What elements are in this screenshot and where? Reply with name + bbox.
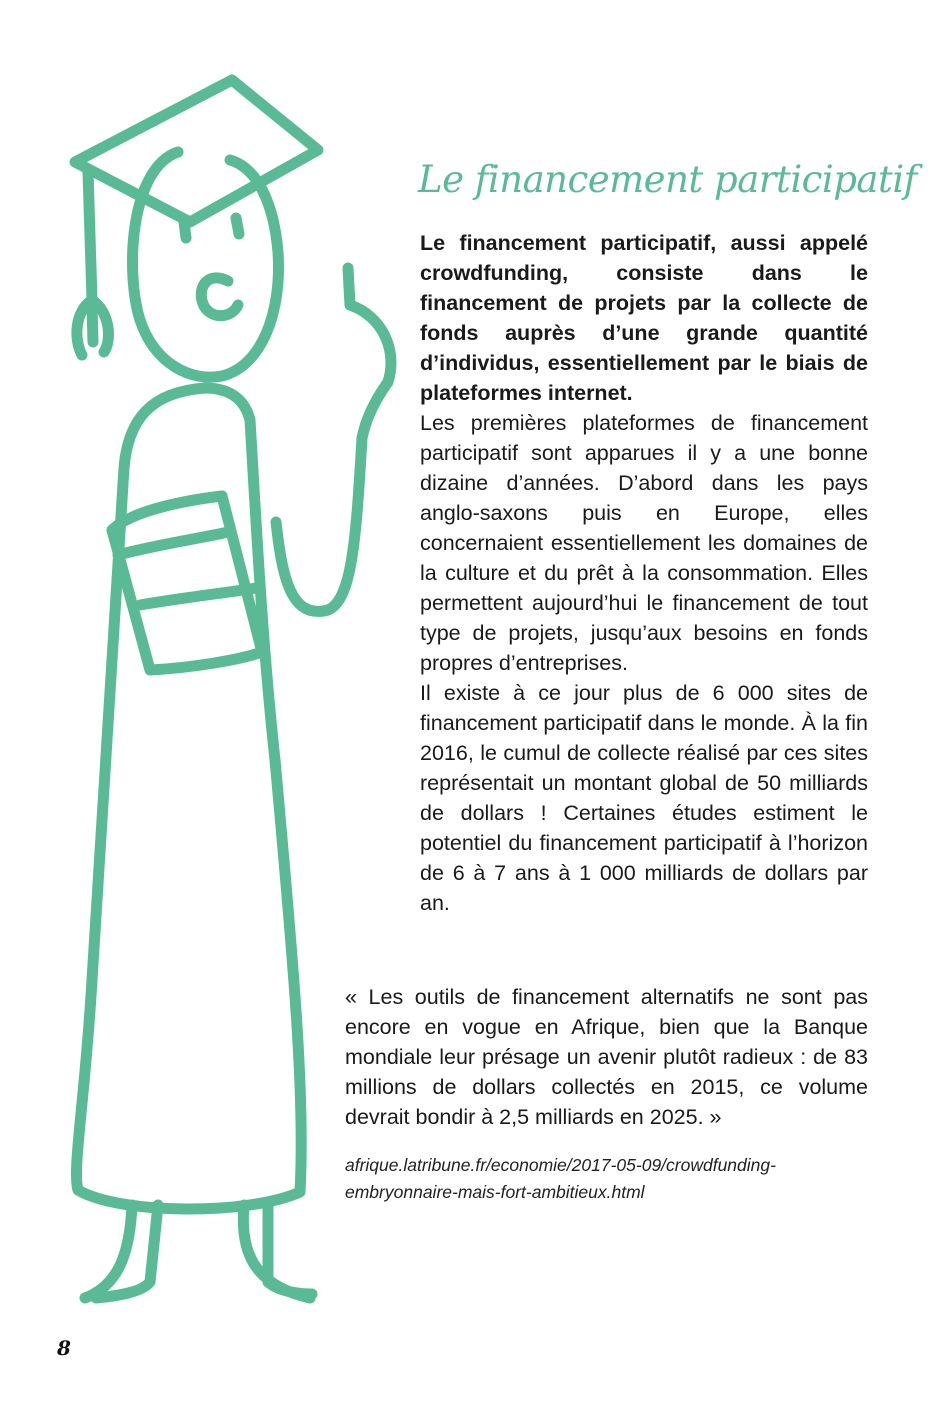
source-link: afrique.latribune.fr/economie/2017-05-09/crowdfunding-embryonnaire-mais-fort-ambitieux.html bbox=[345, 1155, 776, 1202]
statistics-paragraph: Il existe à ce jour plus de 6 000 sites de financement participatif dans le monde. À la fin 2016, le cumul de collecte réalisé par ces sites représentait un montant global de 50 milliards de dollars ! Certaines études estiment le potentiel du financement participatif à l’horizon de 6 à 7 ans à 1 000 milliards de dollars par an. bbox=[420, 681, 868, 915]
quote-paragraph: « Les outils de financement alternatifs ne sont pas encore en vogue en Afrique, bien que la Banque mondiale leur présage un avenir plutôt radieux : de 83 millions de dollars collectés en 2015, ce volume devrait bondir à 2,5 milliards en 2025. » bbox=[345, 985, 868, 1129]
page-number: 8 bbox=[57, 1336, 71, 1360]
history-paragraph: Les premières plateformes de financement participatif sont apparues il y a une bonne dizaine d’années. D’abord dans les pays anglo-saxons puis en Europe, elles concernaient essentiellement les domaines de la culture et du prêt à la consommation. Elles permettent aujourd’hui le financement de tout type de projets, jusqu’aux besoins en fonds propres d’entreprises. bbox=[420, 411, 868, 675]
intro-paragraph: Le financement participatif, aussi appelé crowdfunding, consiste dans le financement de projets par la collecte de fonds auprès d’une grande quantité d’individus, essentiellement par le biais de plateformes internet. bbox=[420, 231, 868, 405]
main-text bbox=[420, 228, 868, 918]
page-title: Le financement participatif bbox=[418, 158, 917, 201]
